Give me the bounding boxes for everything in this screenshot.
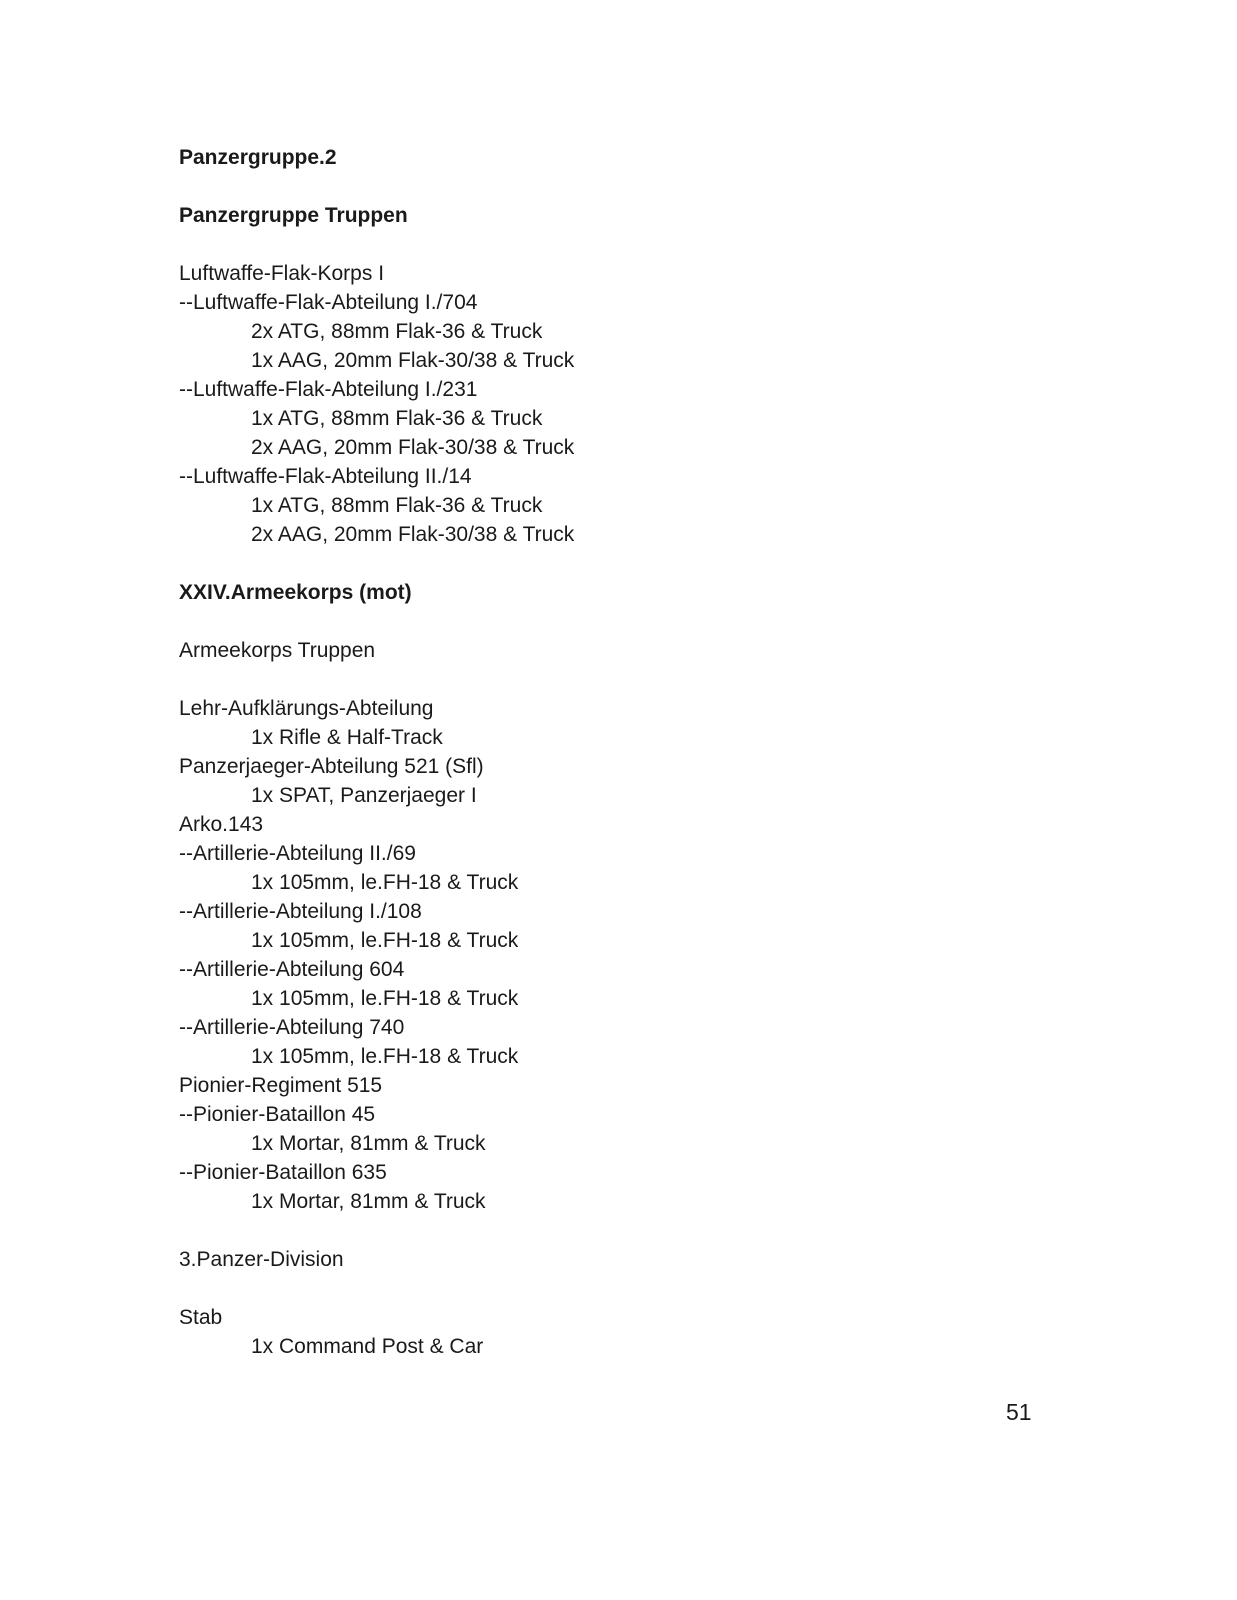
sub-unit: --Artillerie-Abteilung 740 bbox=[179, 1016, 405, 1039]
sub-unit: --Artillerie-Abteilung 604 bbox=[179, 958, 405, 981]
spacer bbox=[179, 230, 1079, 259]
equipment-line: 1x 105mm, le.FH-18 & Truck bbox=[251, 929, 519, 952]
sub-unit: --Pionier-Bataillon 45 bbox=[179, 1103, 376, 1126]
page-title: Panzergruppe.2 bbox=[179, 146, 337, 169]
unit-heading: Panzerjaeger-Abteilung 521 (Sfl) bbox=[179, 755, 484, 778]
spacer bbox=[179, 607, 1079, 636]
equipment-line: 1x AAG, 20mm Flak-30/38 & Truck bbox=[251, 349, 575, 372]
equipment-line: 1x Mortar, 81mm & Truck bbox=[251, 1132, 486, 1155]
equipment-line: 2x AAG, 20mm Flak-30/38 & Truck bbox=[251, 436, 575, 459]
equipment-line: 2x AAG, 20mm Flak-30/38 & Truck bbox=[251, 523, 575, 546]
sub-unit: --Luftwaffe-Flak-Abteilung II./14 bbox=[179, 465, 472, 488]
unit-heading: Stab bbox=[179, 1306, 223, 1329]
section-heading: Panzergruppe Truppen bbox=[179, 204, 408, 227]
unit-heading: Luftwaffe-Flak-Korps I bbox=[179, 262, 385, 285]
spacer bbox=[179, 665, 1079, 694]
equipment-line: 1x Command Post & Car bbox=[251, 1335, 484, 1358]
sub-unit: --Pionier-Bataillon 635 bbox=[179, 1161, 387, 1184]
spacer bbox=[179, 172, 1079, 201]
spacer bbox=[179, 1216, 1079, 1245]
unit-heading: Pionier-Regiment 515 bbox=[179, 1074, 383, 1097]
sub-unit: --Luftwaffe-Flak-Abteilung I./231 bbox=[179, 378, 478, 401]
equipment-line: 1x ATG, 88mm Flak-36 & Truck bbox=[251, 407, 543, 430]
equipment-line: 1x 105mm, le.FH-18 & Truck bbox=[251, 871, 519, 894]
equipment-line: 1x 105mm, le.FH-18 & Truck bbox=[251, 987, 519, 1010]
equipment-line: 1x SPAT, Panzerjaeger I bbox=[251, 784, 477, 807]
document-body bbox=[179, 143, 1079, 1361]
page-number: 51 bbox=[1006, 1399, 1032, 1425]
division-heading: 3.Panzer-Division bbox=[179, 1248, 344, 1271]
equipment-line: 2x ATG, 88mm Flak-36 & Truck bbox=[251, 320, 543, 343]
sub-unit: --Artillerie-Abteilung I./108 bbox=[179, 900, 422, 923]
unit-heading: Lehr-Aufklärungs-Abteilung bbox=[179, 697, 434, 720]
sub-unit: --Luftwaffe-Flak-Abteilung I./704 bbox=[179, 291, 478, 314]
unit-heading: Arko.143 bbox=[179, 813, 264, 836]
equipment-line: 1x ATG, 88mm Flak-36 & Truck bbox=[251, 494, 543, 517]
unit-heading: Armeekorps Truppen bbox=[179, 639, 376, 662]
equipment-line: 1x Rifle & Half-Track bbox=[251, 726, 443, 749]
spacer bbox=[179, 549, 1079, 578]
section-heading: XXIV.Armeekorps (mot) bbox=[179, 581, 412, 604]
sub-unit: --Artillerie-Abteilung II./69 bbox=[179, 842, 416, 865]
spacer bbox=[179, 1274, 1079, 1303]
equipment-line: 1x 105mm, le.FH-18 & Truck bbox=[251, 1045, 519, 1068]
equipment-line: 1x Mortar, 81mm & Truck bbox=[251, 1190, 486, 1213]
